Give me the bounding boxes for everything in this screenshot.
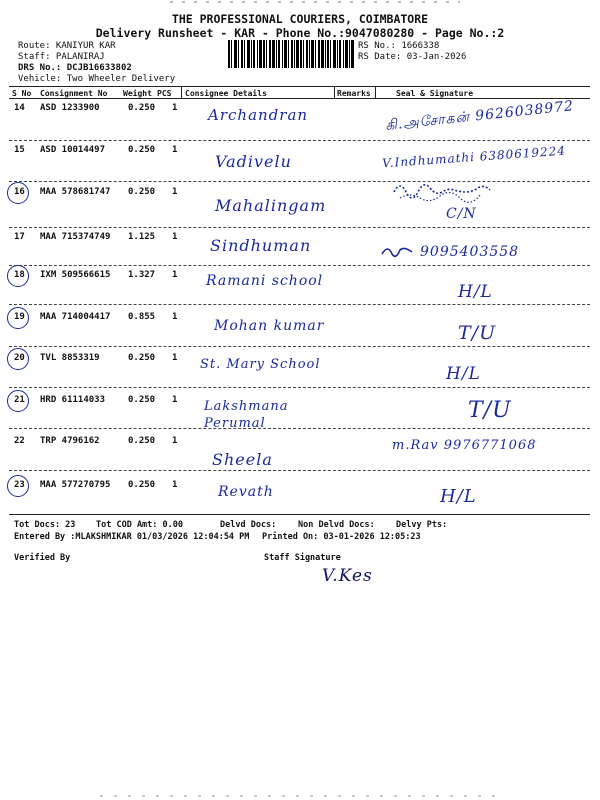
route-label: Route: KANIYUR KAR: [18, 41, 116, 51]
row-divider: [9, 265, 590, 266]
row-consignment: MAA 715374749: [40, 232, 111, 242]
table-top-border: [9, 86, 590, 87]
row-signature-handwriting: H/L: [440, 486, 477, 507]
row-signature-handwriting: T/U: [458, 322, 497, 344]
row-divider: [9, 140, 590, 141]
row-sno: 18: [14, 270, 25, 280]
row-pcs: 1: [172, 187, 178, 197]
row-consignee-handwriting: Vadivelu: [215, 152, 292, 171]
row-consignee-handwriting: Sindhuman: [210, 236, 312, 255]
row-consignee-handwriting: Mahalingam: [215, 196, 327, 215]
row-sno: 19: [14, 312, 25, 322]
row-divider: [9, 181, 590, 182]
row-divider: [9, 304, 590, 305]
row-divider: [9, 387, 590, 388]
row-consignment: TRP 4796162: [40, 436, 100, 446]
row-weight: 1.327: [128, 270, 156, 280]
row-sno: 16: [14, 187, 25, 197]
row-pcs: 1: [172, 270, 178, 280]
row-sno: 20: [14, 353, 25, 363]
printed-on: Printed On: 03-01-2026 12:05:23: [262, 532, 421, 542]
row-signature-handwriting: கி.அசோகன் 9626038972: [384, 98, 575, 134]
row-pcs: 1: [172, 353, 178, 363]
row-divider: [9, 428, 590, 429]
initials-signature: [380, 242, 414, 260]
row-consignee-handwriting: Sheela: [212, 450, 273, 469]
row-sno: 15: [14, 145, 25, 155]
delivery-points: Delvy Pts:: [396, 520, 448, 530]
row-consignment: HRD 61114033: [40, 395, 106, 405]
row-pcs: 1: [172, 436, 178, 446]
col-header-sno: S No: [12, 89, 32, 98]
col-divider: [181, 86, 182, 98]
total-cod-amount: Tot COD Amt: 0.00: [96, 520, 183, 530]
perforation-bottom: [100, 794, 500, 798]
perforation-top: [170, 0, 460, 4]
row-weight: 0.855: [128, 312, 156, 322]
row-divider: [9, 470, 590, 471]
col-header-pcs: PCS: [157, 89, 172, 98]
row-signature-handwriting: H/L: [446, 364, 481, 384]
delivered-docs: Delvd Docs:: [220, 520, 277, 530]
row-pcs: 1: [172, 480, 178, 490]
row-weight: 0.250: [128, 395, 156, 405]
row-signature-handwriting: H/L: [458, 282, 493, 302]
runsheet-subtitle: Delivery Runsheet - KAR - Phone No.:9047080280 - Page No.:2: [95, 26, 505, 40]
row-consignee-handwriting: Mohan kumar: [214, 318, 325, 334]
row-divider: [9, 227, 590, 228]
row-consignment: MAA 714004417: [40, 312, 111, 322]
table-bottom-border: [9, 514, 590, 515]
entered-by: Entered By :MLAKSHMIKAR 01/03/2026 12:04:54 PM: [14, 532, 250, 542]
row-signature-handwriting: T/U: [468, 398, 512, 423]
row-consignment: MAA 577270795: [40, 480, 111, 490]
row-pcs: 1: [172, 145, 178, 155]
row-weight: 0.250: [128, 480, 156, 490]
row-sno: 22: [14, 436, 25, 446]
col-header-consignee: Consignee Details: [185, 89, 267, 98]
row-weight: 0.250: [128, 436, 156, 446]
row-signature-handwriting: V.Indhumathi 6380619224: [381, 143, 567, 171]
row-consignee-handwriting: Ramani school: [206, 273, 324, 289]
row-weight: 0.250: [128, 353, 156, 363]
row-weight: 0.250: [128, 103, 156, 113]
row-consignee-handwriting: Revath: [218, 484, 274, 500]
row-consignee-handwriting: Lakshmana Perumal: [204, 399, 289, 431]
row-weight: 1.125: [128, 232, 156, 242]
scribble-signature: [392, 178, 492, 204]
row-consignment: TVL 8853319: [40, 353, 100, 363]
row-consignment: MAA 578681747: [40, 187, 111, 197]
table-header-divider: [9, 98, 590, 99]
row-sno: 21: [14, 395, 25, 405]
row-consignment: ASD 1233900: [40, 103, 100, 113]
row-weight: 0.250: [128, 145, 156, 155]
row-consignment: ASD 10014497: [40, 145, 106, 155]
row-sno: 17: [14, 232, 25, 242]
staff-label: Staff: PALANIRAJ: [18, 52, 105, 62]
barcode-image: [228, 40, 354, 68]
staff-signature-handwriting: V.Kes: [322, 566, 373, 586]
col-header-remarks: Remarks: [337, 89, 371, 98]
vehicle-label: Vehicle: Two Wheeler Delivery: [18, 74, 176, 84]
row-signature-handwriting: m.Rav 9976771068: [392, 438, 537, 453]
col-header-weight: Weight: [123, 89, 152, 98]
non-delivered-docs: Non Delvd Docs:: [298, 520, 375, 530]
row-pcs: 1: [172, 232, 178, 242]
row-pcs: 1: [172, 103, 178, 113]
row-weight: 0.250: [128, 187, 156, 197]
row-consignee-handwriting: St. Mary School: [200, 357, 321, 372]
row-consignee-handwriting: Archandran: [208, 106, 309, 124]
col-divider: [334, 86, 335, 98]
row-pcs: 1: [172, 395, 178, 405]
row-divider: [9, 346, 590, 347]
staff-signature-label: Staff Signature: [264, 553, 341, 563]
verified-by-label: Verified By: [14, 553, 71, 563]
col-header-consignment: Consignment No: [40, 89, 108, 98]
row-consignment: IXM 509566615: [40, 270, 111, 280]
col-header-seal: Seal & Signature: [396, 89, 474, 98]
row-sno: 14: [14, 103, 25, 113]
rs-date: RS Date: 03-Jan-2026: [358, 52, 467, 62]
col-divider: [375, 86, 376, 98]
rs-number: RS No.: 1666338: [358, 41, 440, 51]
row-pcs: 1: [172, 312, 178, 322]
total-docs: Tot Docs: 23: [14, 520, 76, 530]
company-title: THE PROFESSIONAL COURIERS, COIMBATORE: [171, 12, 429, 26]
drs-number: DRS No.: DCJB16633802: [18, 63, 132, 73]
row-signature-handwriting: 9095403558: [420, 244, 520, 260]
row-sno: 23: [14, 480, 25, 490]
row-signature-handwriting: C/N: [446, 206, 477, 222]
